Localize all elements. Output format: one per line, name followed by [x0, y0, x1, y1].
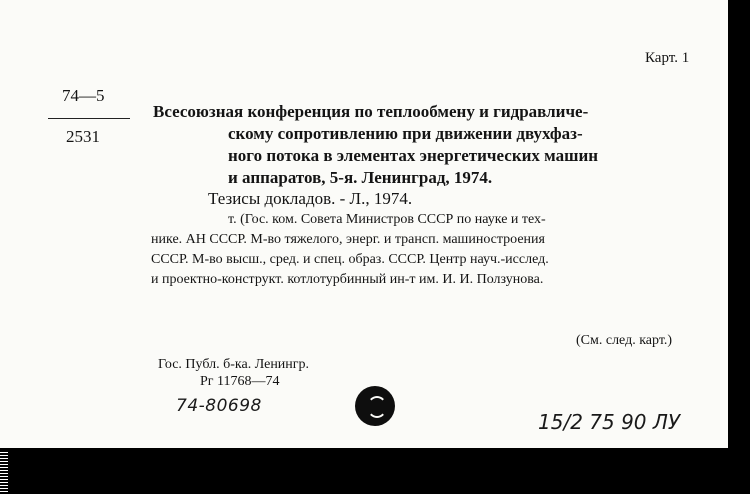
- library-line: Гос. Публ. б-ка. Ленингр.: [158, 357, 310, 372]
- subtitle: Тезисы докладов. - Л., 1974.: [208, 189, 413, 208]
- shelf-mark-top: 74—5: [62, 86, 105, 105]
- stamp-icon: [355, 386, 395, 426]
- title-line: скому сопротивлению при движении двухфаз-: [228, 124, 583, 143]
- scan-border-right: [728, 0, 750, 494]
- handwritten-note: 15/2 75 90 ЛУ: [538, 410, 681, 434]
- title-line: ного потока в элементах энергетических машин: [228, 146, 599, 165]
- shelf-mark-divider: [48, 118, 130, 119]
- scan-border-bottom: [0, 448, 750, 494]
- note-line: нике. АН СССР. М-во тяжелого, энерг. и трансп. машиностроения: [151, 232, 545, 247]
- note-line: т. (Гос. ком. Совета Министров СССР по науке и тех-: [228, 212, 546, 227]
- card-number: Карт. 1: [645, 50, 690, 66]
- library-call-number: Рг 11768—74: [200, 374, 280, 389]
- continuation-note: (См. след. карт.): [576, 333, 673, 348]
- note-line: СССР. М-во высш., сред. и спец. образ. СССР. Центр науч.-исслед.: [151, 252, 549, 267]
- title-line: и аппаратов, 5-я. Ленинград, 1974.: [228, 168, 493, 187]
- film-edge-marks: [0, 452, 8, 492]
- title-line: Всесоюзная конференция по теплообмену и гидравличе-: [153, 102, 589, 121]
- handwritten-number: 74-80698: [176, 396, 262, 416]
- note-line: и проектно-конструкт. котлотурбинный ин-т им. И. И. Ползунова.: [151, 272, 544, 287]
- shelf-mark-bottom: 2531: [66, 127, 100, 146]
